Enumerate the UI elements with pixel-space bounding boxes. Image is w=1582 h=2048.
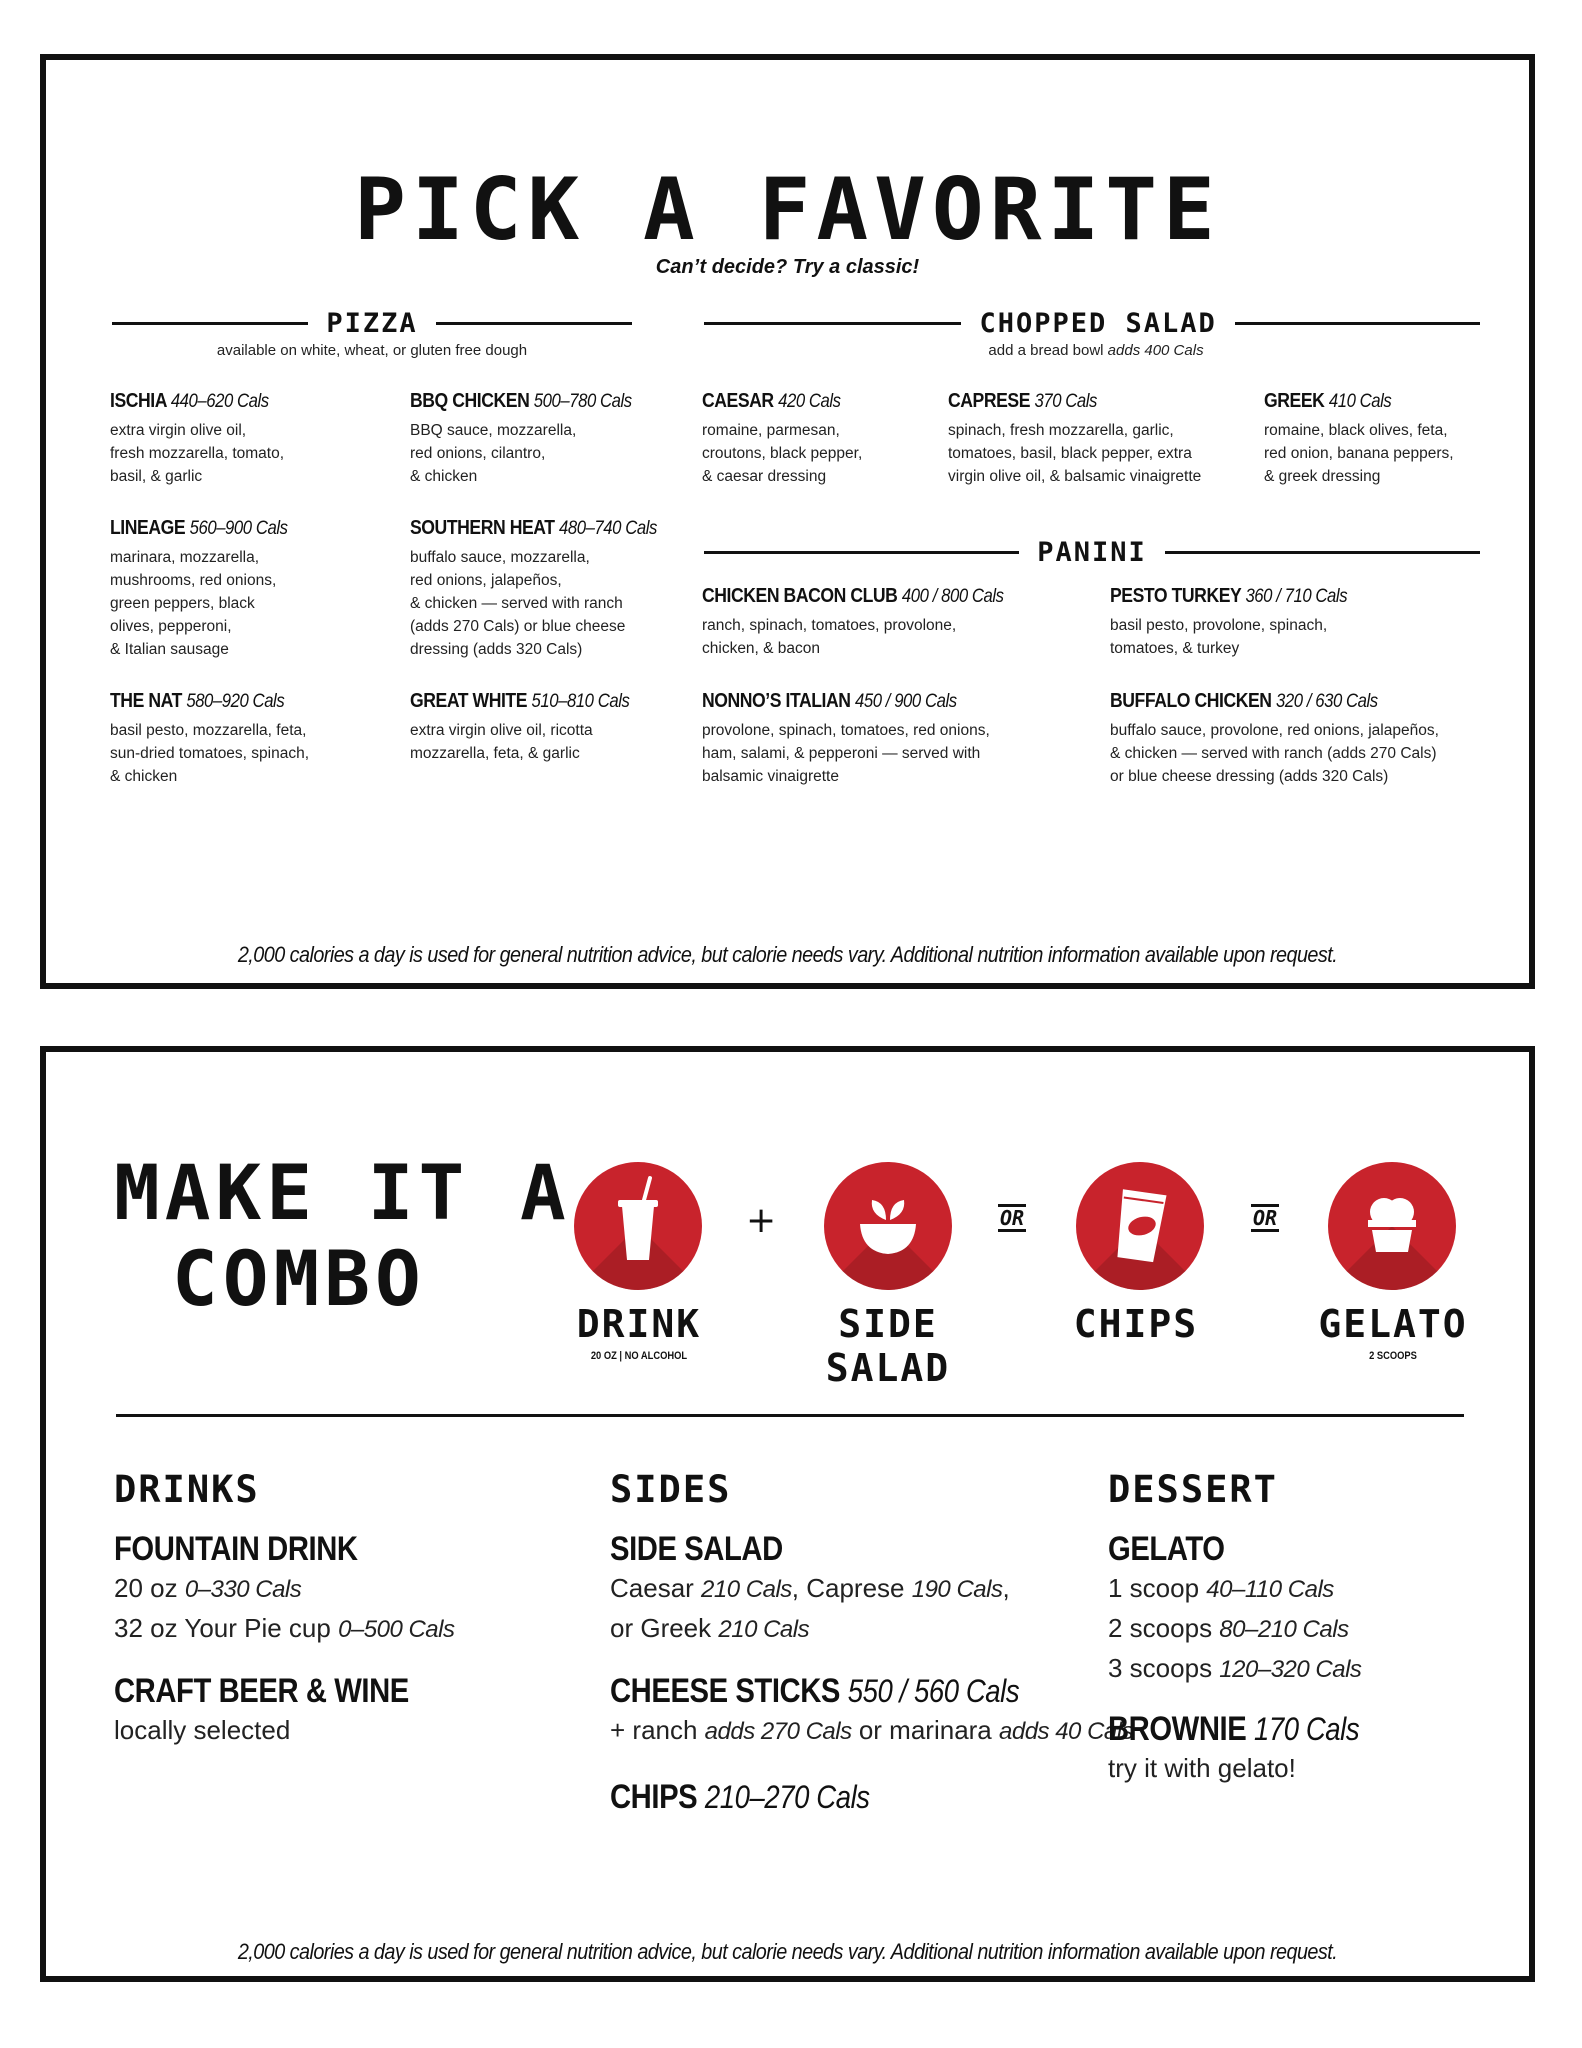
item-calories: 420 Cals	[778, 391, 841, 412]
or-badge: OR	[1000, 1206, 1025, 1230]
sides-heading: SIDES	[610, 1468, 732, 1511]
item-description: buffalo sauce, mozzarella, red onions, jalapeños, & chicken — served with ranch (adds 270 Cals) or blue cheese dressing (adds 320 Cals)	[410, 549, 626, 658]
menu-item-lineage	[110, 517, 390, 661]
chips-item	[610, 1778, 1070, 1817]
item-calories: 210–270 Cals	[704, 1779, 870, 1815]
menu-item-nonnos-italian	[702, 690, 1092, 788]
item-line: Caesar 210 Cals, Caprese 190 Cals,	[610, 1573, 1010, 1603]
item-calories: 400 / 800 Cals	[901, 586, 1004, 607]
panini-heading: PANINI	[1037, 537, 1147, 568]
item-line: 32 oz Your Pie cup 0–500 Cals	[114, 1613, 455, 1643]
divider	[704, 322, 961, 325]
item-description: spinach, fresh mozzarella, garlic, tomatoes, basil, black pepper, extra virgin olive oil, & balsamic vinaigrette	[948, 422, 1202, 485]
item-name: CHIPS	[610, 1778, 698, 1816]
dessert-heading: DESSERT	[1108, 1468, 1278, 1511]
plus-sign: +	[746, 1200, 777, 1241]
page-subtitle: Can’t decide? Try a classic!	[655, 256, 920, 278]
item-name: NONNO’S ITALIAN	[702, 690, 851, 712]
item-calories: 360 / 710 Cals	[1245, 586, 1348, 607]
item-name: GREEK	[1264, 390, 1325, 412]
item-description: buffalo sauce, provolone, red onions, jalapeños, & chicken — served with ranch (adds 270 Cals) or blue cheese dressing (adds 320 Cals)	[1110, 722, 1439, 785]
item-calories: 500–780 Cals	[533, 391, 632, 412]
or-badge: OR	[1253, 1206, 1278, 1230]
menu-item-southern-heat	[410, 517, 690, 661]
item-name: BROWNIE	[1108, 1710, 1247, 1748]
item-calories: 450 / 900 Cals	[854, 691, 957, 712]
nutrition-footer: 2,000 calories a day is used for general nutrition advice, but calorie needs vary. Additional nutrition information available upon request.	[237, 942, 1338, 967]
item-name: SOUTHERN HEAT	[410, 517, 555, 539]
combo-title	[114, 1150, 571, 1322]
item-name: GREAT WHITE	[410, 690, 528, 712]
option-label-gelato: GELATO	[1318, 1302, 1468, 1346]
item-line: 3 scoops 120–320 Cals	[1108, 1653, 1362, 1683]
option-sub-drink: 20 OZ | NO ALCOHOL	[590, 1350, 688, 1362]
panini-section-header	[704, 537, 1480, 568]
menu-item-chicken-bacon-club	[702, 585, 1082, 660]
item-description: basil pesto, provolone, spinach, tomatoes, & turkey	[1110, 617, 1328, 657]
item-name: FOUNTAIN DRINK	[114, 1530, 358, 1568]
option-label-drink: DRINK	[576, 1302, 702, 1346]
divider	[112, 322, 308, 325]
option-label-chips: CHIPS	[1073, 1302, 1199, 1346]
gelato-cup-icon	[1328, 1162, 1456, 1290]
salad-section-header	[704, 308, 1480, 339]
item-description: extra virgin olive oil, ricotta mozzarella, feta, & garlic	[410, 722, 593, 762]
item-name: BUFFALO CHICKEN	[1110, 690, 1272, 712]
item-name: PESTO TURKEY	[1110, 585, 1241, 607]
item-name: CHEESE STICKS	[610, 1672, 841, 1710]
nutrition-footer: 2,000 calories a day is used for general nutrition advice, but calorie needs vary. Additional nutrition information available upon request.	[237, 1939, 1338, 1964]
item-line: 1 scoop 40–110 Cals	[1108, 1573, 1334, 1603]
item-calories: 410 Cals	[1328, 391, 1392, 412]
item-name: BBQ CHICKEN	[410, 390, 530, 412]
item-name: CAESAR	[702, 390, 774, 412]
option-sub-gelato: 2 SCOOPS	[1369, 1350, 1417, 1362]
menu-item-bbq-chicken	[410, 390, 690, 488]
divider	[436, 322, 632, 325]
item-description: basil pesto, mozzarella, feta, sun-dried tomatoes, spinach, & chicken	[110, 722, 310, 785]
item-calories: 170 Cals	[1254, 1711, 1360, 1747]
brownie-item	[1108, 1710, 1508, 1787]
item-line: or Greek 210 Cals	[610, 1613, 810, 1643]
item-name: CRAFT BEER & WINE	[114, 1672, 409, 1710]
item-calories: 560–900 Cals	[189, 518, 288, 539]
item-name: SIDE SALAD	[610, 1530, 783, 1568]
menu-item-buffalo-chicken	[1110, 690, 1490, 788]
item-name: CHICKEN BACON CLUB	[702, 585, 898, 607]
make-it-a-combo-panel	[40, 1046, 1535, 1982]
craft-beer-wine-item	[114, 1672, 554, 1749]
cheese-sticks-item	[610, 1672, 1134, 1751]
divider	[1165, 551, 1480, 554]
item-description: romaine, black olives, feta, red onion, banana peppers, & greek dressing	[1264, 422, 1454, 485]
chips-bag-icon	[1076, 1162, 1204, 1290]
divider	[116, 1414, 1464, 1417]
item-calories: 320 / 630 Cals	[1276, 691, 1378, 712]
option-label-side-salad: SIDE SALAD	[825, 1302, 951, 1390]
combo-title-line1: MAKE IT A	[114, 1148, 571, 1237]
drink-cup-icon	[574, 1162, 702, 1290]
pizza-note: available on white, wheat, or gluten free dough	[216, 342, 528, 359]
page-title: PICK A FAVORITE	[354, 160, 1221, 260]
item-name: CAPRESE	[948, 390, 1031, 412]
item-name: LINEAGE	[110, 517, 186, 539]
item-calories: 480–740 Cals	[558, 518, 657, 539]
menu-item-greek	[1264, 390, 1484, 488]
menu-item-pesto-turkey	[1110, 585, 1490, 660]
item-calories: 370 Cals	[1034, 391, 1097, 412]
item-line: 2 scoops 80–210 Cals	[1108, 1613, 1349, 1643]
item-name: GELATO	[1108, 1530, 1225, 1568]
item-name: THE NAT	[110, 690, 182, 712]
drinks-heading: DRINKS	[114, 1468, 260, 1511]
item-description: ranch, spinach, tomatoes, provolone, chicken, & bacon	[702, 617, 957, 657]
combo-title-line2: COMBO	[172, 1234, 426, 1323]
menu-item-the-nat	[110, 690, 390, 788]
salad-heading: CHOPPED SALAD	[979, 308, 1217, 339]
pick-a-favorite-panel	[40, 54, 1535, 989]
item-calories: 580–920 Cals	[186, 691, 285, 712]
item-line: + ranch adds 270 Cals or marinara adds 40 Cals	[610, 1715, 1134, 1745]
pizza-section-header	[112, 308, 632, 339]
item-description: provolone, spinach, tomatoes, red onions, ham, salami, & pepperoni — served with balsamic vinaigrette	[702, 722, 990, 785]
side-salad-item	[610, 1530, 1070, 1649]
salad-bowl-icon	[824, 1162, 952, 1290]
menu-item-caesar	[702, 390, 942, 488]
gelato-item	[1108, 1530, 1508, 1689]
item-line: try it with gelato!	[1108, 1753, 1296, 1783]
menu-item-ischia	[110, 390, 390, 488]
item-description: romaine, parmesan, croutons, black pepper, & caesar dressing	[702, 422, 863, 485]
fountain-drink-item	[114, 1530, 554, 1649]
salad-note: add a bread bowl adds 400 Cals	[988, 342, 1204, 359]
item-calories: 510–810 Cals	[531, 691, 630, 712]
item-calories: 550 / 560 Cals	[847, 1673, 1020, 1709]
item-name: ISCHIA	[110, 390, 167, 412]
menu-item-great-white	[410, 690, 690, 765]
item-line: locally selected	[114, 1715, 291, 1745]
item-description: marinara, mozzarella, mushrooms, red onions, green peppers, black olives, pepperoni, & Italian sausage	[110, 549, 277, 658]
menu-item-caprese	[948, 390, 1248, 488]
item-description: BBQ sauce, mozzarella, red onions, cilantro, & chicken	[410, 422, 577, 485]
item-calories: 440–620 Cals	[170, 391, 269, 412]
item-description: extra virgin olive oil, fresh mozzarella, tomato, basil, & garlic	[110, 422, 285, 485]
item-line: 20 oz 0–330 Cals	[114, 1573, 302, 1603]
pizza-heading: PIZZA	[326, 308, 418, 339]
divider	[704, 551, 1019, 554]
divider	[1235, 322, 1480, 325]
